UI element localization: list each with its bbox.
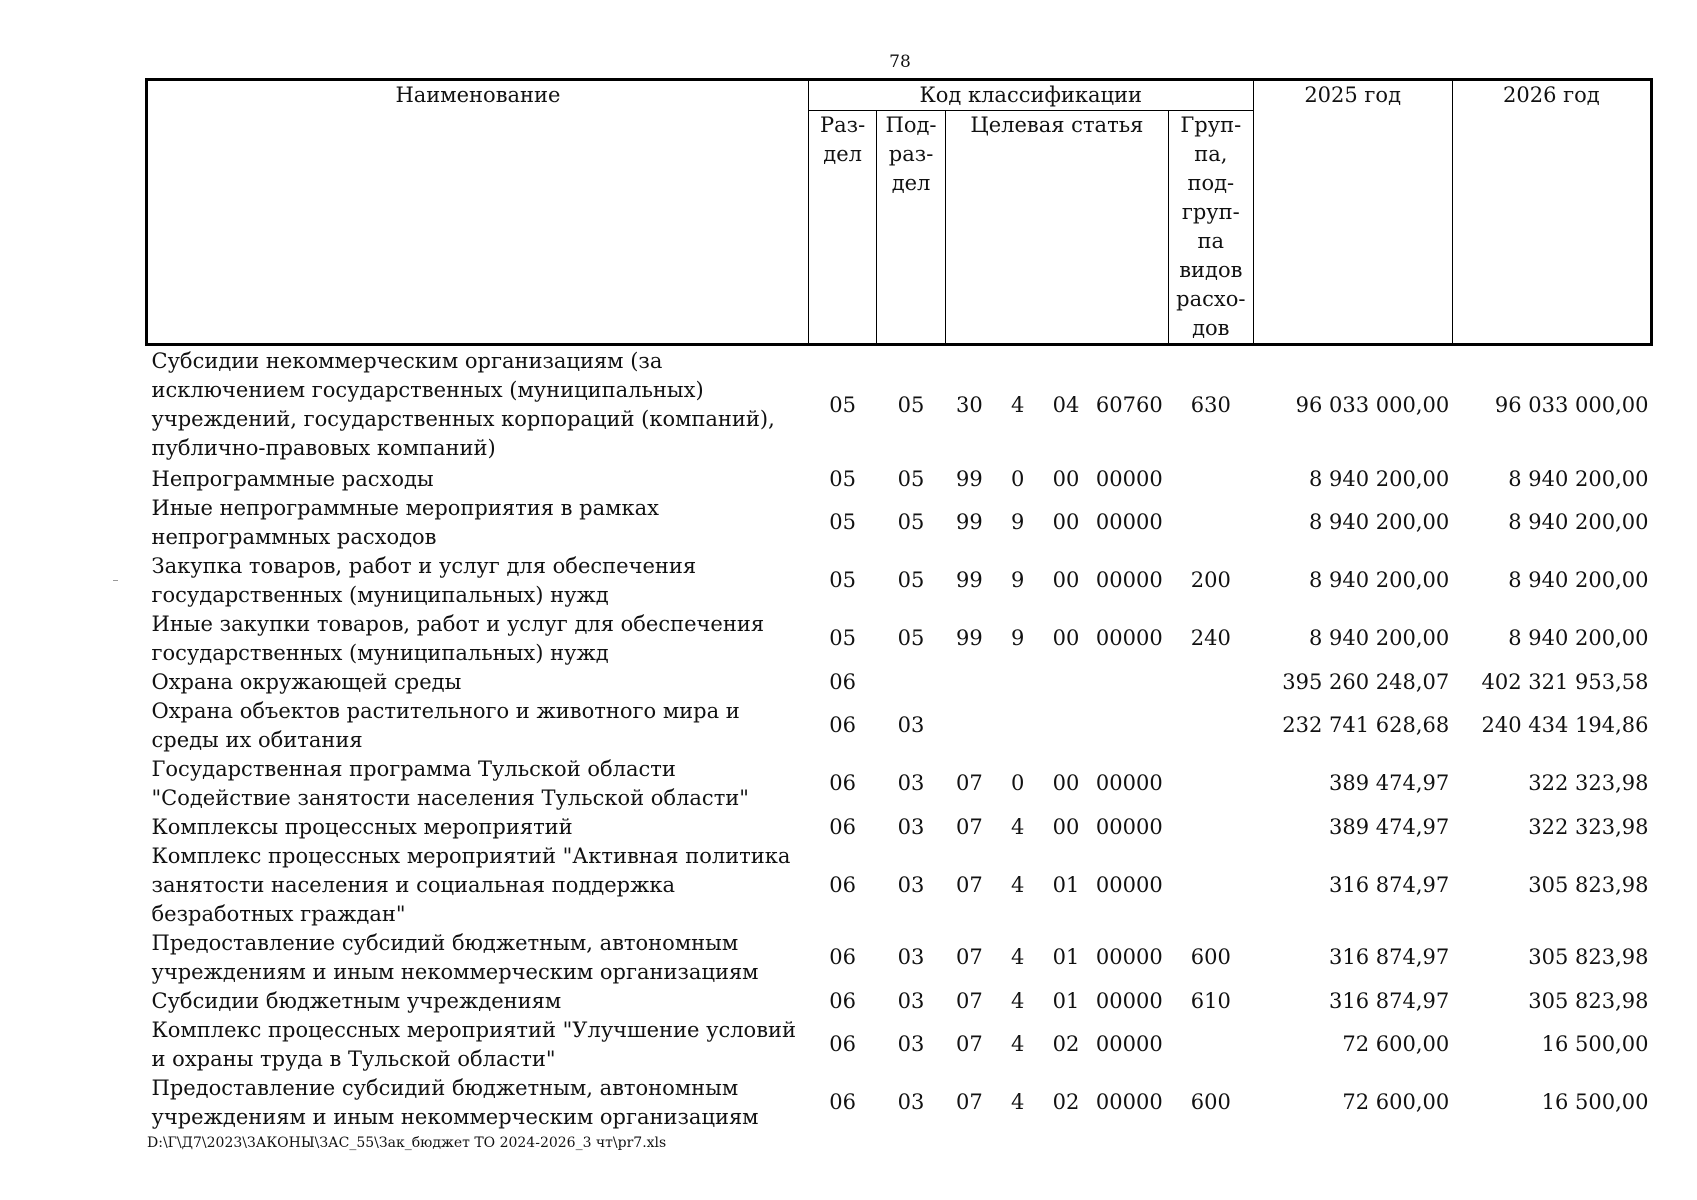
row-amount-2026: 305 823,98	[1528, 872, 1649, 897]
row-expense-group: 630	[1190, 392, 1231, 417]
row-section: 05	[829, 626, 856, 650]
row-target-program: 99	[956, 510, 983, 534]
row-name: Комплексы процессных мероприятий	[151, 814, 573, 839]
header-classification-code: Код классификации	[808, 80, 1253, 111]
table-row	[147, 494, 1652, 552]
row-expense-group	[1169, 697, 1254, 755]
row-amount-2025: 395 260 248,07	[1282, 669, 1450, 694]
row-target-subprogram	[1042, 697, 1090, 755]
row-target-subprogram	[1042, 668, 1090, 697]
row-target-direction: 00000	[1095, 466, 1163, 491]
row-section: 05	[829, 466, 856, 491]
row-name: Предоставление субсидий бюджетным, автономным учреждениям и иным некоммерческим организациям	[151, 930, 759, 984]
row-target-type: 9	[1010, 510, 1025, 534]
row-amount-2026: 16 500,00	[1541, 1090, 1649, 1114]
row-section: 06	[829, 814, 856, 839]
row-target-type: 4	[1010, 988, 1025, 1013]
row-name: Закупка товаров, работ и услуг для обеспечения государственных (муниципальных) нужд	[151, 553, 697, 607]
row-target-type	[994, 668, 1042, 697]
row-amount-2025: 8 940 200,00	[1308, 626, 1450, 650]
row-name: Комплекс процессных мероприятий "Активная политика занятости населения и социальная поддержка безработных граждан"	[151, 843, 791, 926]
row-target-type: 4	[1010, 1090, 1025, 1114]
row-target-subprogram: 00	[1052, 626, 1080, 650]
row-amount-2026: 305 823,98	[1528, 945, 1649, 969]
row-amount-2025: 96 033 000,00	[1295, 392, 1450, 417]
row-name: Иные закупки товаров, работ и услуг для обеспечения государственных (муниципальных) нужд	[151, 611, 765, 665]
row-target-direction: 00000	[1095, 626, 1163, 650]
row-target-type: 9	[1010, 626, 1025, 650]
row-amount-2026: 322 323,98	[1528, 814, 1649, 839]
row-target-program: 07	[956, 945, 983, 969]
row-amount-2025: 8 940 200,00	[1308, 568, 1450, 592]
row-subsection: 05	[897, 392, 925, 417]
row-target-direction	[1090, 697, 1168, 755]
row-subsection: 03	[897, 945, 925, 969]
row-target-direction: 00000	[1095, 872, 1163, 897]
row-expense-group	[1169, 465, 1254, 494]
header-subsection: Под- раз- дел	[877, 111, 945, 345]
row-section: 05	[829, 568, 856, 592]
row-target-subprogram: 01	[1052, 945, 1080, 969]
row-name: Иные непрограммные мероприятия в рамках непрограммных расходов	[151, 495, 659, 549]
row-subsection	[877, 668, 945, 697]
header-year-2026: 2026 год	[1452, 80, 1651, 345]
row-section: 06	[829, 988, 856, 1013]
row-target-subprogram: 00	[1052, 466, 1080, 491]
row-section: 06	[829, 1032, 856, 1056]
row-amount-2026: 305 823,98	[1528, 988, 1649, 1013]
row-section: 06	[829, 872, 856, 897]
table-row	[147, 1074, 1652, 1132]
row-target-type: 4	[1010, 872, 1025, 897]
row-subsection: 03	[897, 713, 925, 737]
row-target-direction: 00000	[1095, 1090, 1163, 1114]
row-target-program: 99	[956, 568, 983, 592]
row-amount-2026: 8 940 200,00	[1508, 568, 1649, 592]
row-target-type: 4	[1010, 392, 1025, 417]
row-target-subprogram: 00	[1052, 771, 1080, 795]
row-expense-group	[1169, 842, 1254, 929]
row-target-subprogram: 00	[1052, 568, 1080, 592]
table-row	[147, 929, 1652, 987]
row-subsection: 03	[897, 872, 925, 897]
row-target-program: 99	[956, 466, 983, 491]
row-target-subprogram: 00	[1052, 814, 1080, 839]
row-amount-2026: 402 321 953,58	[1481, 669, 1649, 694]
row-target-type: 9	[1010, 568, 1025, 592]
row-subsection: 05	[897, 568, 925, 592]
row-target-subprogram: 00	[1052, 510, 1080, 534]
row-target-type: 4	[1010, 1032, 1025, 1056]
table-row	[147, 610, 1652, 668]
row-amount-2026: 240 434 194,86	[1481, 713, 1649, 737]
row-target-program: 07	[956, 814, 983, 839]
row-target-direction: 60760	[1095, 392, 1163, 417]
row-amount-2026: 16 500,00	[1541, 1032, 1649, 1056]
row-expense-group: 240	[1190, 626, 1231, 650]
header-year-2025: 2025 год	[1253, 80, 1452, 345]
page-number: 78	[889, 52, 911, 72]
table-row	[147, 668, 1652, 697]
row-target-program: 07	[956, 771, 983, 795]
row-subsection: 05	[897, 466, 925, 491]
row-target-type: 0	[1010, 466, 1025, 491]
row-target-program: 07	[956, 1090, 983, 1114]
row-amount-2025: 316 874,97	[1329, 988, 1450, 1013]
row-target-type	[994, 697, 1042, 755]
row-expense-group	[1169, 755, 1254, 813]
row-expense-group: 200	[1190, 568, 1231, 592]
row-amount-2026: 8 940 200,00	[1508, 510, 1649, 534]
row-target-subprogram: 01	[1052, 988, 1080, 1013]
row-expense-group: 600	[1190, 945, 1231, 969]
row-subsection: 03	[897, 814, 925, 839]
row-amount-2026: 322 323,98	[1528, 771, 1649, 795]
header-section: Раз- дел	[808, 111, 876, 345]
row-section: 06	[829, 713, 856, 737]
header-target-article: Целевая статья	[945, 111, 1168, 345]
row-subsection: 03	[897, 1032, 925, 1056]
row-target-direction: 00000	[1095, 1032, 1163, 1056]
row-expense-group	[1169, 1016, 1254, 1074]
row-amount-2025: 72 600,00	[1342, 1032, 1450, 1056]
row-amount-2025: 232 741 628,68	[1282, 713, 1450, 737]
row-subsection: 03	[897, 771, 925, 795]
table-row	[147, 842, 1652, 929]
row-expense-group: 610	[1190, 988, 1231, 1013]
row-amount-2025: 72 600,00	[1342, 1090, 1450, 1114]
header-expense-group: Груп- па, под- груп- па видов расхо- дов	[1169, 111, 1254, 345]
table-row	[147, 345, 1652, 465]
row-name: Субсидии некоммерческим организациям (за исключением государственных (муниципальных) учреждений, государственных корпораций (компаний), публично-правовых компаний)	[151, 349, 775, 461]
row-amount-2025: 316 874,97	[1329, 872, 1450, 897]
row-amount-2025: 8 940 200,00	[1308, 466, 1450, 491]
row-subsection: 05	[897, 626, 925, 650]
row-name: Предоставление субсидий бюджетным, автономным учреждениям и иным некоммерческим организациям	[151, 1075, 759, 1129]
file-path: D:\Г\Д7\2023\ЗАКОНЫ\ЗАС_55\Зак_бюджет ТО 2024-2026_3 чт\pr7.xls	[147, 1135, 667, 1151]
row-amount-2025: 316 874,97	[1329, 945, 1450, 969]
row-name: Непрограммные расходы	[151, 466, 434, 491]
row-subsection: 05	[897, 510, 925, 534]
row-target-type: 0	[1010, 771, 1025, 795]
row-target-type: 4	[1010, 814, 1025, 839]
row-target-direction: 00000	[1095, 771, 1163, 795]
row-section: 06	[829, 669, 856, 694]
row-target-subprogram: 02	[1052, 1032, 1080, 1056]
row-section: 05	[829, 510, 856, 534]
table-row	[147, 987, 1652, 1016]
row-amount-2026: 96 033 000,00	[1494, 392, 1649, 417]
row-target-direction: 00000	[1095, 814, 1163, 839]
row-expense-group	[1169, 668, 1254, 697]
row-target-direction: 00000	[1095, 568, 1163, 592]
row-target-program	[945, 697, 993, 755]
row-target-program: 99	[956, 626, 983, 650]
row-amount-2026: 8 940 200,00	[1508, 466, 1649, 491]
row-subsection: 03	[897, 1090, 925, 1114]
table-row	[147, 552, 1652, 610]
row-amount-2025: 389 474,97	[1329, 771, 1450, 795]
row-target-type: 4	[1010, 945, 1025, 969]
row-name: Комплекс процессных мероприятий "Улучшение условий и охраны труда в Тульской области"	[151, 1017, 797, 1071]
row-name: Охрана объектов растительного и животного мира и среды их обитания	[151, 698, 740, 752]
row-target-direction	[1090, 668, 1168, 697]
row-target-program: 30	[956, 392, 983, 417]
row-amount-2025: 389 474,97	[1329, 814, 1450, 839]
row-amount-2026: 8 940 200,00	[1508, 626, 1649, 650]
row-expense-group	[1169, 813, 1254, 842]
budget-table	[145, 78, 1653, 1132]
table-row	[147, 813, 1652, 842]
table-row	[147, 697, 1652, 755]
row-target-program: 07	[956, 872, 983, 897]
row-target-direction: 00000	[1095, 510, 1163, 534]
row-target-program: 07	[956, 988, 983, 1013]
row-target-program	[945, 668, 993, 697]
row-target-subprogram: 04	[1052, 392, 1080, 417]
row-amount-2025: 8 940 200,00	[1308, 510, 1450, 534]
table-row	[147, 755, 1652, 813]
row-target-direction: 00000	[1095, 945, 1163, 969]
row-target-direction: 00000	[1095, 988, 1163, 1013]
row-section: 05	[829, 392, 856, 417]
row-section: 06	[829, 771, 856, 795]
row-target-subprogram: 01	[1052, 872, 1080, 897]
row-name: Субсидии бюджетным учреждениям	[151, 988, 562, 1013]
scan-artifact	[113, 580, 118, 581]
header-name: Наименование	[147, 80, 809, 345]
row-expense-group	[1169, 494, 1254, 552]
row-name: Государственная программа Тульской области "Содействие занятости населения Тульской области"	[151, 756, 749, 810]
row-target-program: 07	[956, 1032, 983, 1056]
table-header	[147, 80, 1652, 345]
table-row	[147, 1016, 1652, 1074]
table-row	[147, 465, 1652, 494]
row-section: 06	[829, 1090, 856, 1114]
row-section: 06	[829, 945, 856, 969]
row-subsection: 03	[897, 988, 925, 1013]
table-body	[147, 345, 1652, 1132]
row-expense-group: 600	[1190, 1090, 1231, 1114]
row-name: Охрана окружающей среды	[151, 669, 462, 694]
row-target-subprogram: 02	[1052, 1090, 1080, 1114]
